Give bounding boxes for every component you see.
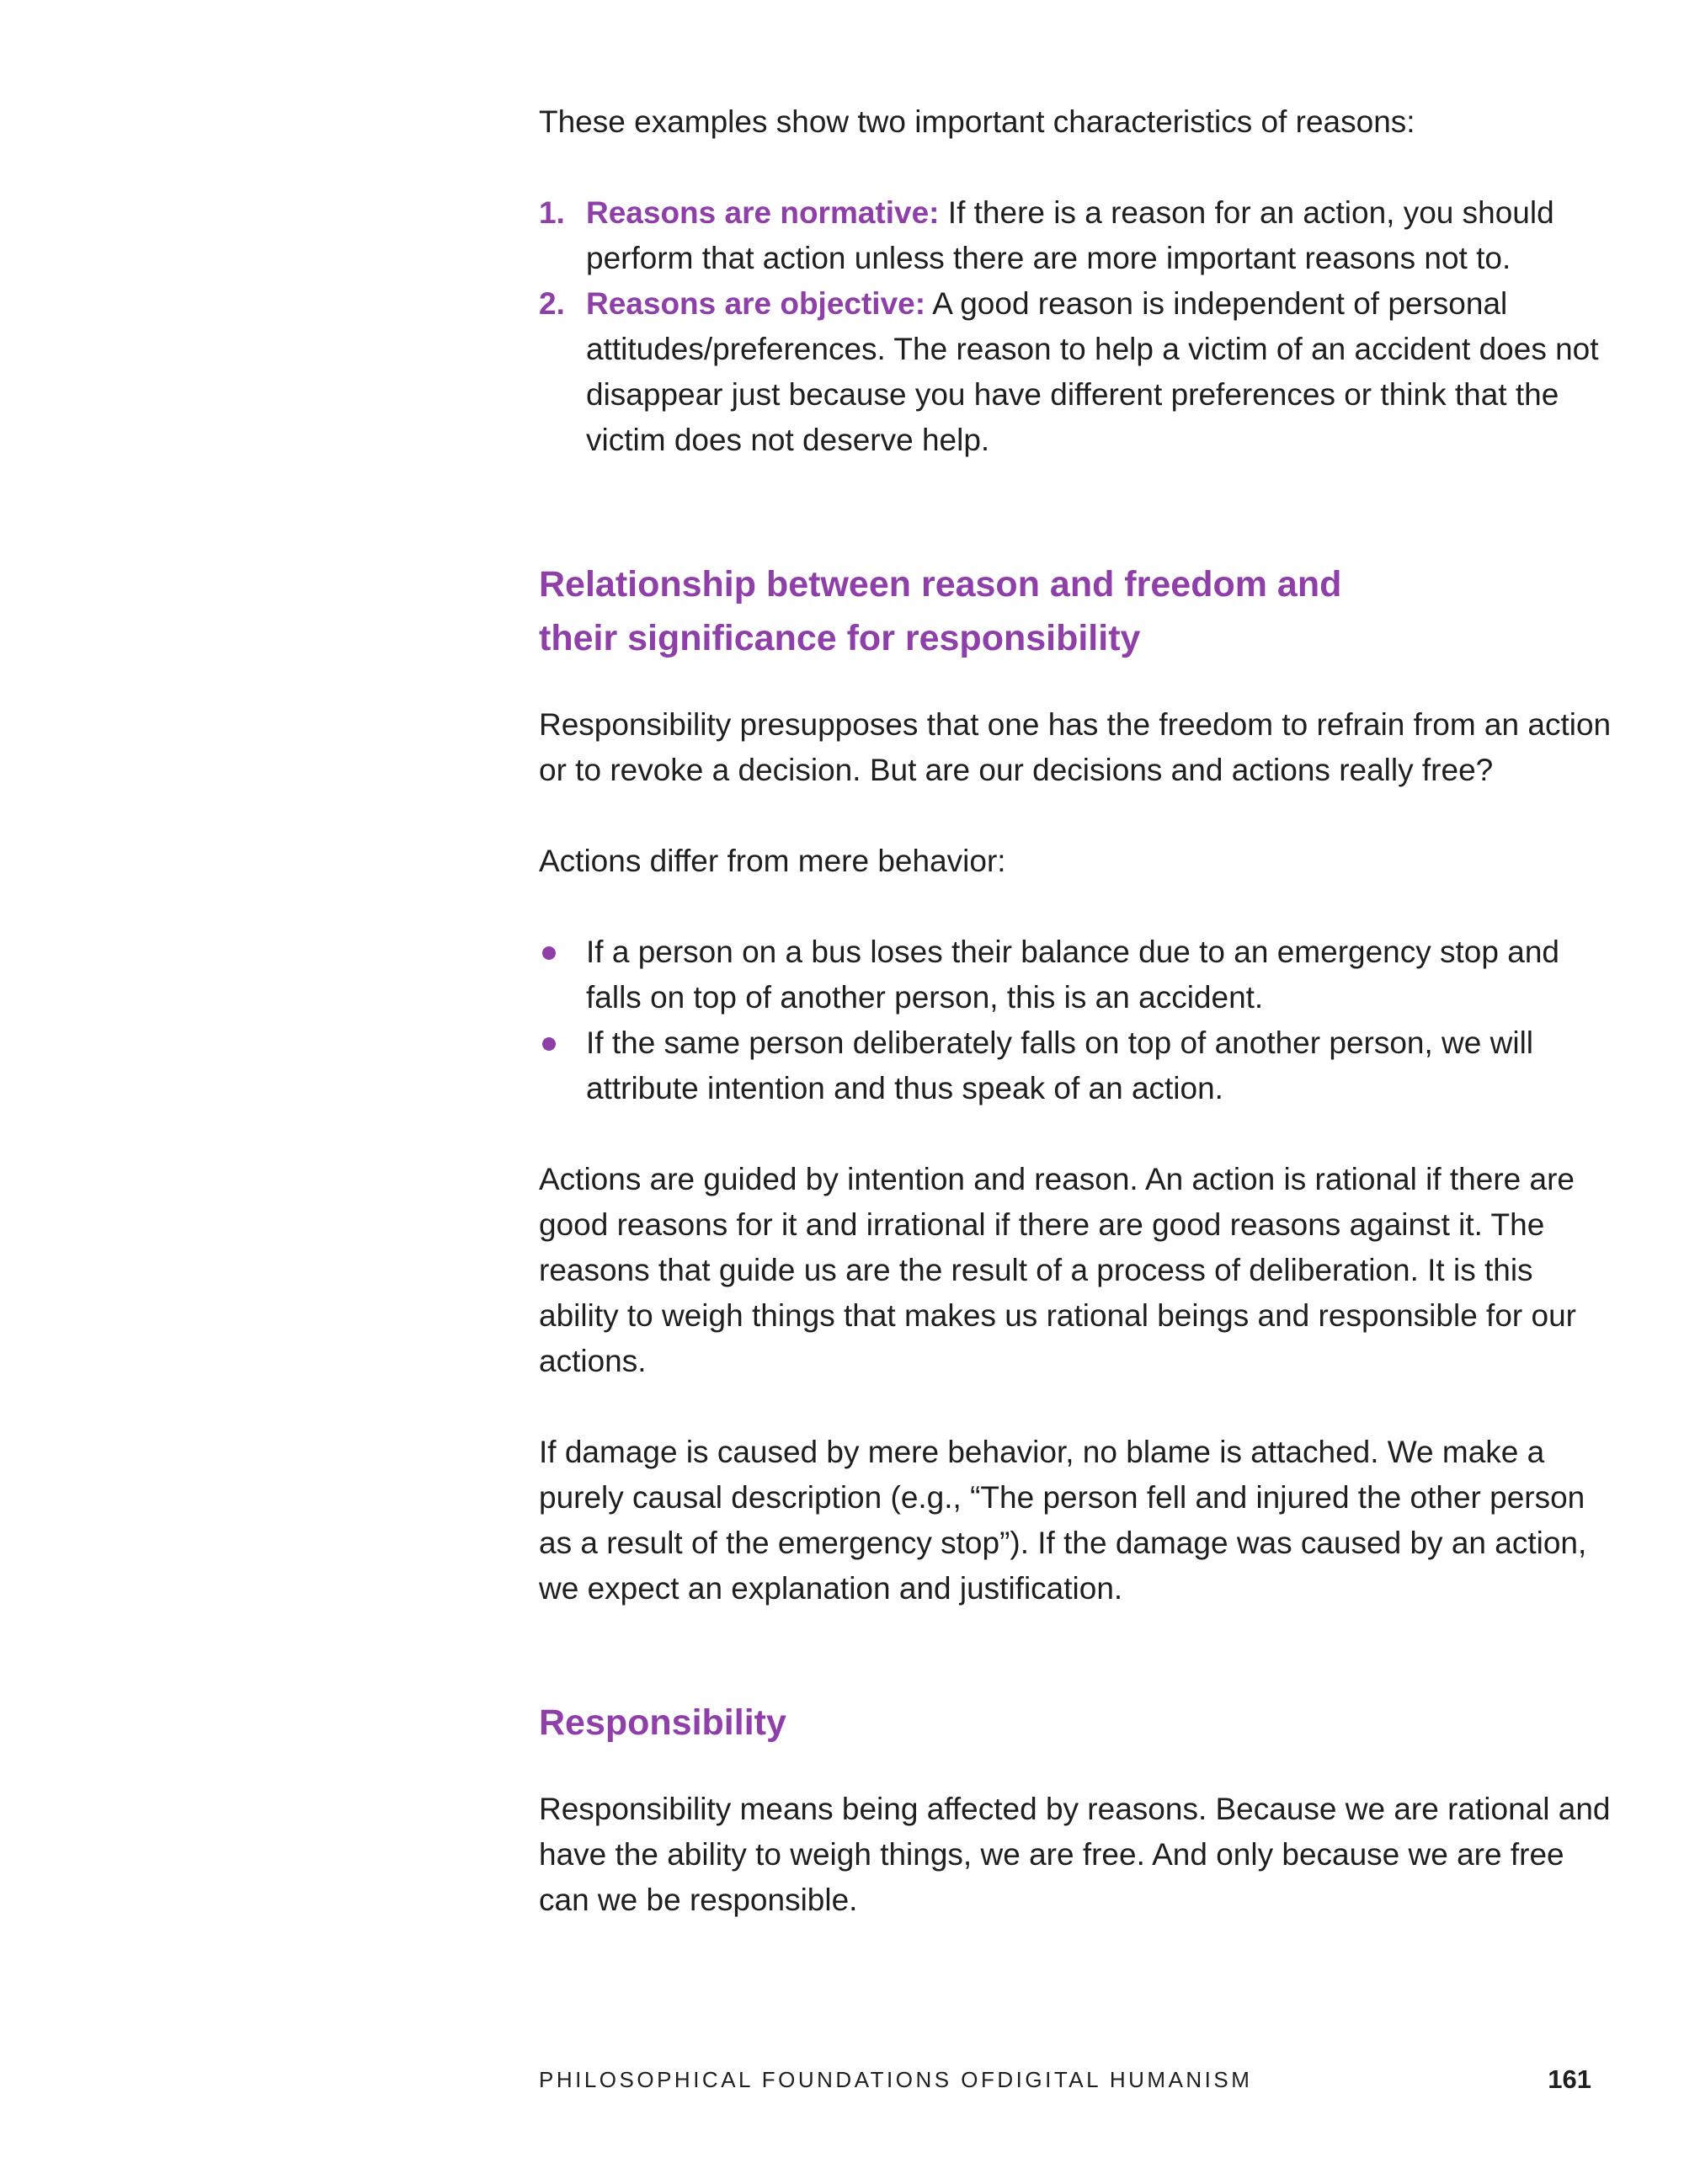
list-item-text: A good reason is independent of personal attitudes/preferences. The reason to help a victim of an accident does not disappear just because you have different preferences or think that the victim does not deserve help.: [586, 286, 1599, 457]
list-number: 2.: [539, 286, 565, 321]
list-number: 1.: [539, 195, 565, 230]
paragraph: Responsibility means being affected by reasons. Because we are rational and have the ability to weigh things, we are free. And only because we are free can we be responsible.: [539, 1792, 1611, 1917]
section-heading-reason-freedom: [539, 557, 1617, 665]
list-item-text: If there is a reason for an action, you should perform that action unless there are more important reasons not to.: [586, 195, 1554, 275]
list-item: [539, 930, 1617, 1020]
list-item: [539, 190, 1617, 281]
list-item-text: If a person on a bus loses their balance due to an emergency stop and falls on top of another person, this is an accident.: [586, 935, 1559, 1015]
list-item: [539, 1020, 1617, 1111]
intro-paragraph: These examples show two important characteristics of reasons:: [539, 104, 1415, 139]
page-content: [539, 99, 1617, 1923]
paragraph: Actions differ from mere behavior:: [539, 844, 1006, 878]
paragraph: Actions are guided by intention and reason. An action is rational if there are good reasons for it and irrational if there are good reasons against it. The reasons that guide us are the result of a process of deliberation. It is this ability to weigh things that makes us rational beings and responsible for our actions.: [539, 1162, 1576, 1378]
page-number: 161: [1548, 2064, 1591, 2094]
list-item: [539, 281, 1617, 463]
heading-line-2: their significance for responsibility: [539, 618, 1141, 658]
running-footer-title: PHILOSOPHICAL FOUNDATIONS OFDIGITAL HUMANISM: [539, 2067, 1253, 2092]
bullet-icon: [542, 1037, 556, 1051]
behavior-bullet-list: [539, 930, 1617, 1111]
term-objective: Reasons are objective:: [586, 286, 926, 321]
characteristics-list: [539, 190, 1617, 463]
list-item-text: If the same person deliberately falls on top of another person, we will attribute intention and thus speak of an action.: [586, 1025, 1534, 1105]
term-normative: Reasons are normative:: [586, 195, 940, 230]
page-footer: [539, 2063, 1591, 2096]
section-heading-responsibility: Responsibility: [539, 1702, 786, 1743]
bullet-icon: [542, 946, 556, 960]
heading-line-1: Relationship between reason and freedom and: [539, 564, 1342, 605]
paragraph: Responsibility presupposes that one has the freedom to refrain from an action or to revoke a decision. But are our decisions and actions really free?: [539, 707, 1612, 787]
paragraph: If damage is caused by mere behavior, no blame is attached. We make a purely causal description (e.g., “The person fell and injured the other person as a result of the emergency stop”). If the damage was caused by an action, we expect an explanation and justification.: [539, 1435, 1587, 1606]
